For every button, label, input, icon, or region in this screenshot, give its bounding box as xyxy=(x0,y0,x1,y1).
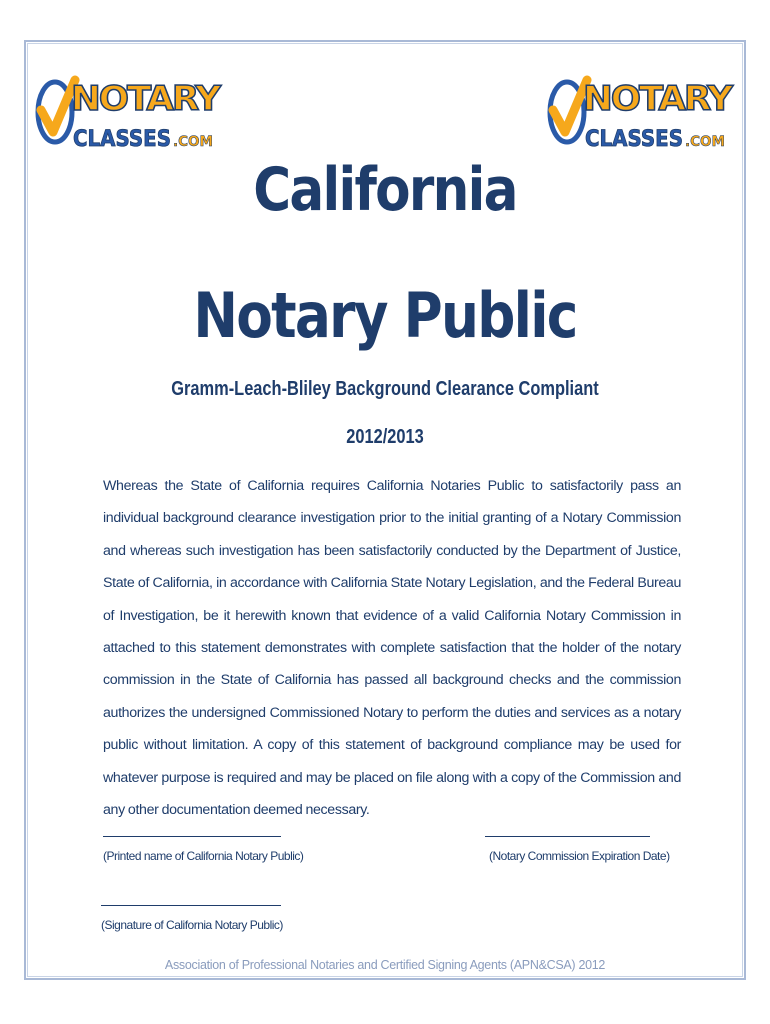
svg-text:NOTARY: NOTARY xyxy=(583,79,734,119)
printed-name-label: (Printed name of California Notary Public) xyxy=(103,849,304,863)
footer-association: Association of Professional Notaries and Certified Signing Agents (APN&CSA) 2012 xyxy=(164,958,606,972)
svg-text:CLASSES: CLASSES xyxy=(585,127,683,152)
svg-text:.COM: .COM xyxy=(685,134,725,150)
notary-classes-logo-left xyxy=(33,70,223,155)
signature-label: (Signature of California Notary Public) xyxy=(101,918,283,932)
expiration-date-label: (Notary Commission Expiration Date) xyxy=(489,849,670,863)
svg-text:CLASSES: CLASSES xyxy=(73,127,171,152)
year-subtitle: 2012/2013 xyxy=(346,426,424,448)
svg-text:.COM: .COM xyxy=(173,134,213,150)
expiration-date-line xyxy=(485,836,650,837)
svg-text:NOTARY: NOTARY xyxy=(71,79,222,119)
signature-line xyxy=(101,905,281,906)
title-california: California xyxy=(253,155,517,225)
title-notary-public: Notary Public xyxy=(193,279,577,352)
notary-classes-logo-right xyxy=(545,70,735,155)
certificate-body-text: Whereas the State of California requires California Notaries Public to satisfactorily pass an individual background clearance investigation prior to the initial granting of a Notary Commission and whereas such investigation has been satisfactorily conducted by the Department of Justice, State of California, in accordance with California State Notary Legislation, and the Federal Bureau of Investigation, be it herewith known that evidence of a valid California Notary Commission in attached to this statement demonstrates with complete satisfaction that the holder of the notary commission in the State of California has passed all background checks and the commission authorizes the undersigned Commissioned Notary to perform the duties and services as a notary public without limitation. A copy of this statement of background compliance may be used for whatever purpose is required and may be placed on file along with a copy of the Commission and any other documentation deemed necessary. xyxy=(103,478,681,819)
compliance-subtitle: Gramm-Leach-Bliley Background Clearance Compliant xyxy=(171,378,599,400)
printed-name-line xyxy=(103,836,281,837)
